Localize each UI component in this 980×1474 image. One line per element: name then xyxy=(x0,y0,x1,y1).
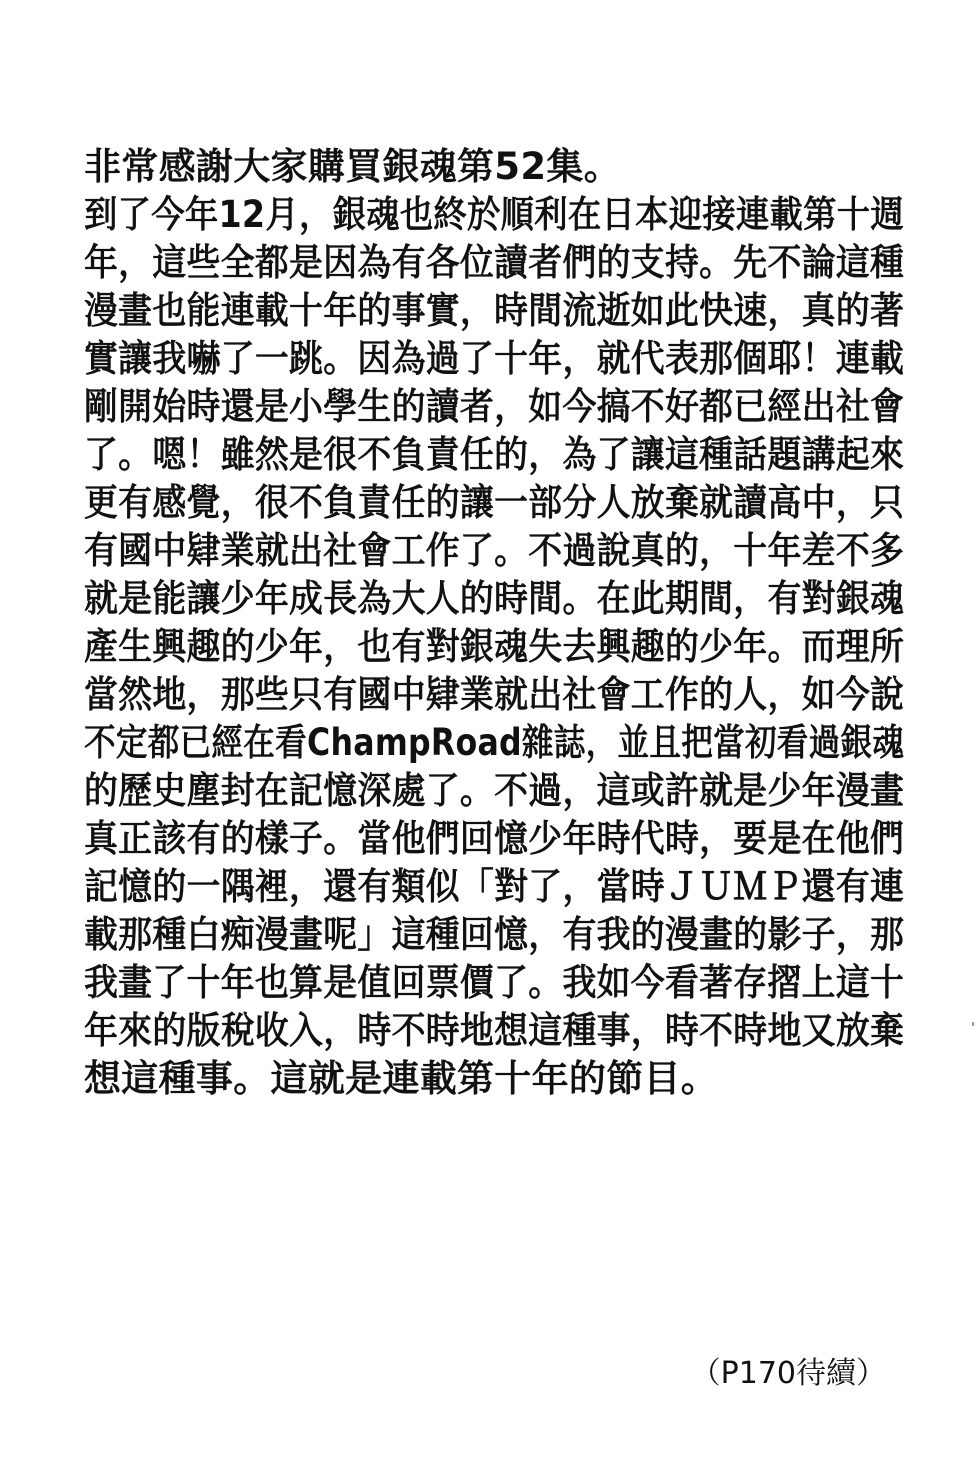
afterword-line: 想這種事。這就是連載第十年的節目。 xyxy=(84,1057,719,1100)
afterword-line: 到了今年12月，銀魂也終於順利在日本迎接連載第十週 xyxy=(84,193,905,236)
scan-edge-mark xyxy=(972,1022,974,1026)
afterword-line: 當然地，那些只有國中肄業就出社會工作的人，如今說 xyxy=(84,673,905,716)
afterword-line: 有國中肄業就出社會工作了。不過說真的，十年差不多 xyxy=(84,529,905,572)
continued-note: （P170待續） xyxy=(690,1356,886,1391)
afterword-line: 真正該有的樣子。當他們回憶少年時代時，要是在他們 xyxy=(84,817,905,860)
afterword-line: 年來的版稅收入，時不時地想這種事，時不時地又放棄 xyxy=(84,1009,905,1052)
afterword-line: 的歷史塵封在記憶深處了。不過，這或許就是少年漫畫 xyxy=(84,769,905,812)
afterword-body xyxy=(84,143,904,1103)
afterword-line: 了。嗯！雖然是很不負責任的，為了讓這種話題講起來 xyxy=(84,433,905,476)
afterword-line: 非常感謝大家購買銀魂第52集。 xyxy=(84,145,621,188)
afterword-line: 產生興趣的少年，也有對銀魂失去興趣的少年。而理所 xyxy=(84,625,905,668)
afterword-line: 漫畫也能連載十年的事實，時間流逝如此快速，真的著 xyxy=(84,289,905,332)
afterword-line: 不定都已經在看ChampRoad雜誌，並且把當初看過銀魂 xyxy=(84,721,905,764)
afterword-line: 記憶的一隅裡，還有類似「對了，當時ＪＵＭＰ還有連 xyxy=(84,865,905,908)
afterword-line: 更有感覺，很不負責任的讓一部分人放棄就讀高中，只 xyxy=(84,481,905,524)
afterword-line: 年，這些全都是因為有各位讀者們的支持。先不論這種 xyxy=(84,241,905,284)
afterword-line: 載那種白痴漫畫呢」這種回憶，有我的漫畫的影子，那 xyxy=(84,913,905,956)
afterword-line: 我畫了十年也算是值回票價了。我如今看著存摺上這十 xyxy=(84,961,905,1004)
afterword-line: 實讓我嚇了一跳。因為過了十年，就代表那個耶！連載 xyxy=(84,337,905,380)
afterword-line: 剛開始時還是小學生的讀者，如今搞不好都已經出社會 xyxy=(84,385,905,428)
afterword-line: 就是能讓少年成長為大人的時間。在此期間，有對銀魂 xyxy=(84,577,905,620)
